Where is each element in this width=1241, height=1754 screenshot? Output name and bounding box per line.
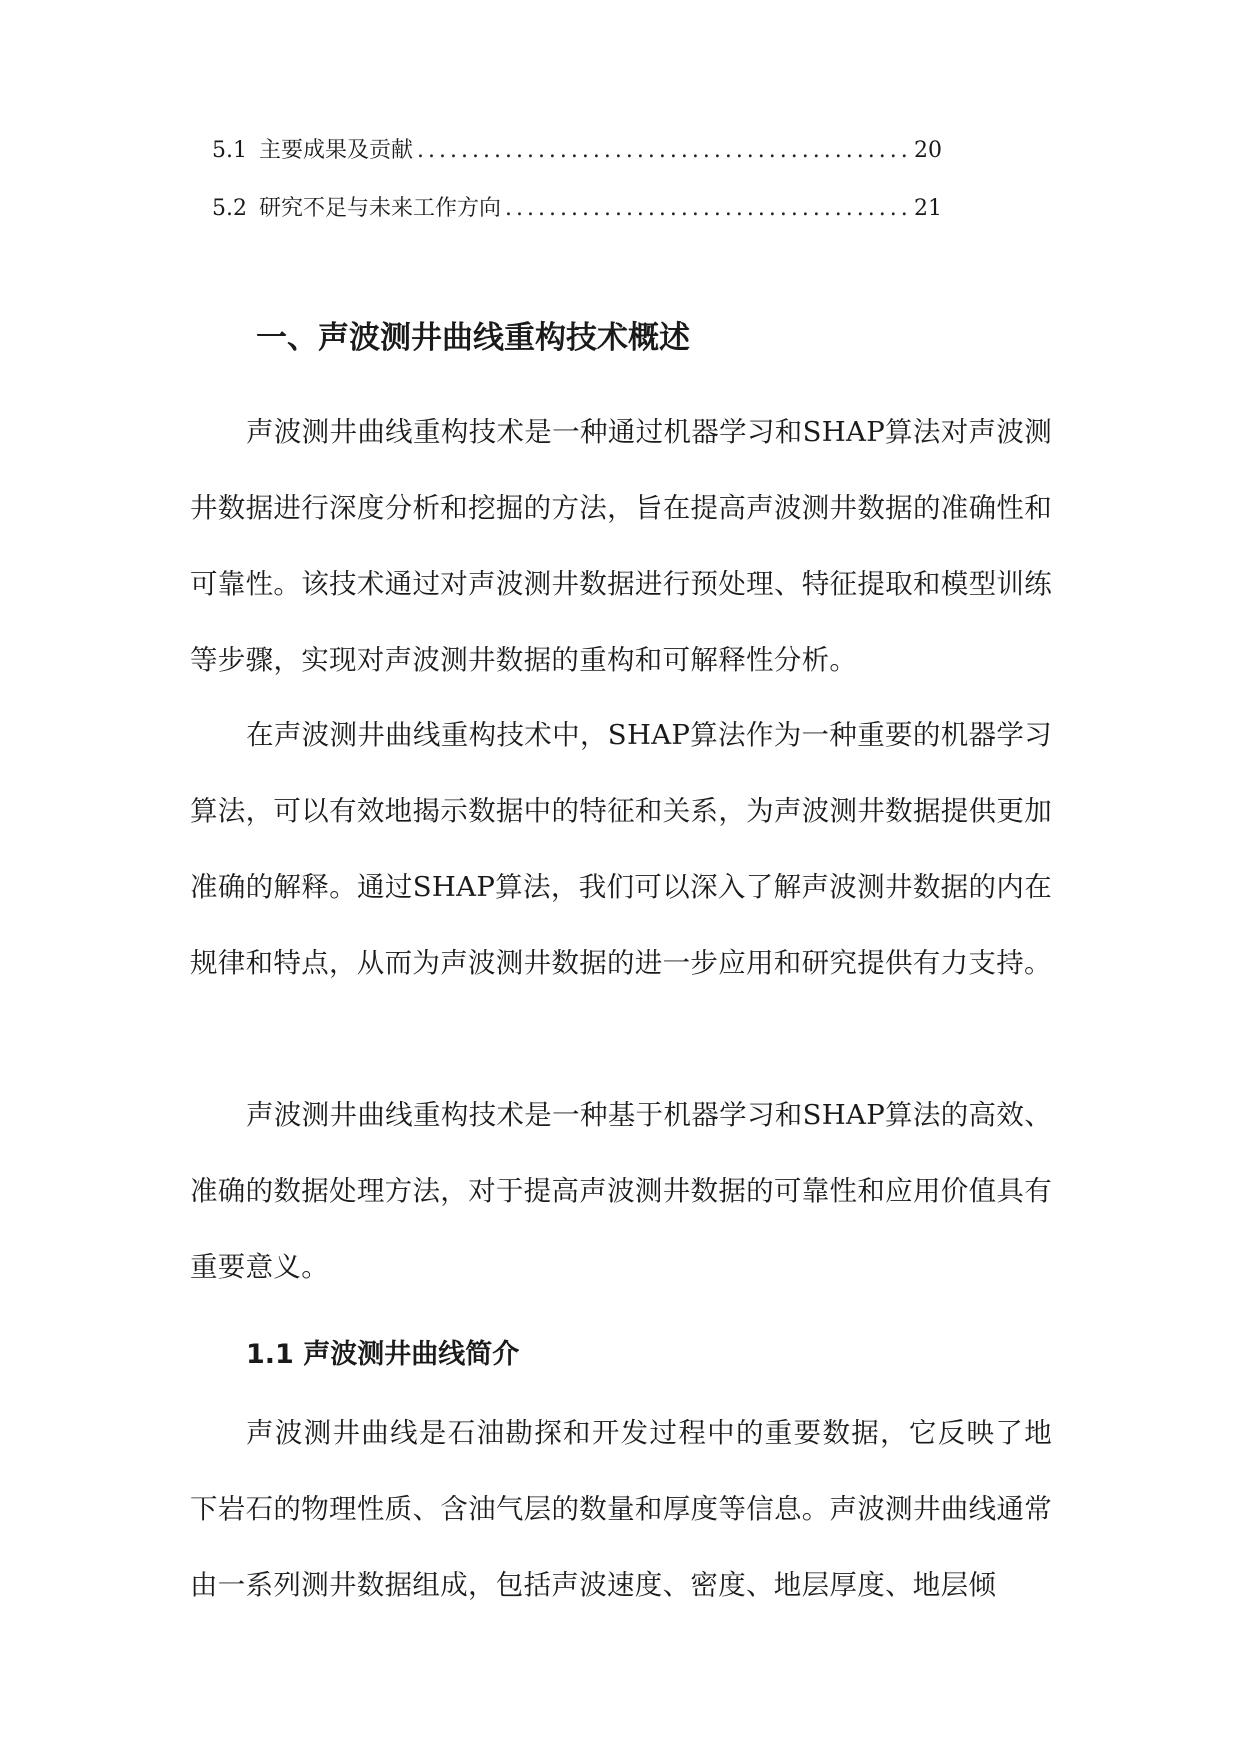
toc-entry-page: 20	[914, 138, 942, 163]
body-paragraph: 声波测井曲线重构技术是一种通过机器学习和SHAP算法对声波测井数据进行深度分析和挖掘的方法，旨在提高声波测井数据的准确性和可靠性。该技术通过对声波测井数据进行预处理、特征提取和模型训练等步骤，实现对声波测井数据的重构和可解释性分析。	[190, 416, 1052, 676]
toc-entry-page: 21	[914, 196, 942, 221]
toc-dot-leader	[417, 136, 910, 166]
body-paragraph: 声波测井曲线是石油勘探和开发过程中的重要数据，它反映了地下岩石的物理性质、含油气层的数量和厚度等信息。声波测井曲线通常由一系列测井数据组成，包括声波速度、密度、地层厚度、地层倾	[190, 1417, 1052, 1601]
section-heading: 1.1 声波测井曲线简介	[246, 1339, 520, 1370]
chapter-heading: 一、声波测井曲线重构技术概述	[256, 320, 690, 356]
toc-entry[interactable]	[212, 136, 942, 166]
toc-entry[interactable]	[212, 194, 942, 224]
toc-entry-title: 研究不足与未来工作方向	[259, 196, 502, 221]
body-paragraph: 声波测井曲线重构技术是一种基于机器学习和SHAP算法的高效、准确的数据处理方法，对于提高声波测井数据的可靠性和应用价值具有重要意义。	[190, 1099, 1052, 1283]
toc-entry-number: 5.2	[212, 196, 247, 221]
toc-entry-title: 主要成果及贡献	[259, 138, 414, 163]
body-paragraph: 在声波测井曲线重构技术中，SHAP算法作为一种重要的机器学习算法，可以有效地揭示数据中的特征和关系，为声波测井数据提供更加准确的解释。通过SHAP算法，我们可以深入了解声波测井数据的内在规律和特点，从而为声波测井数据的进一步应用和研究提供有力支持。	[190, 719, 1052, 979]
toc-dot-leader	[505, 194, 910, 224]
toc-entry-number: 5.1	[212, 138, 247, 163]
